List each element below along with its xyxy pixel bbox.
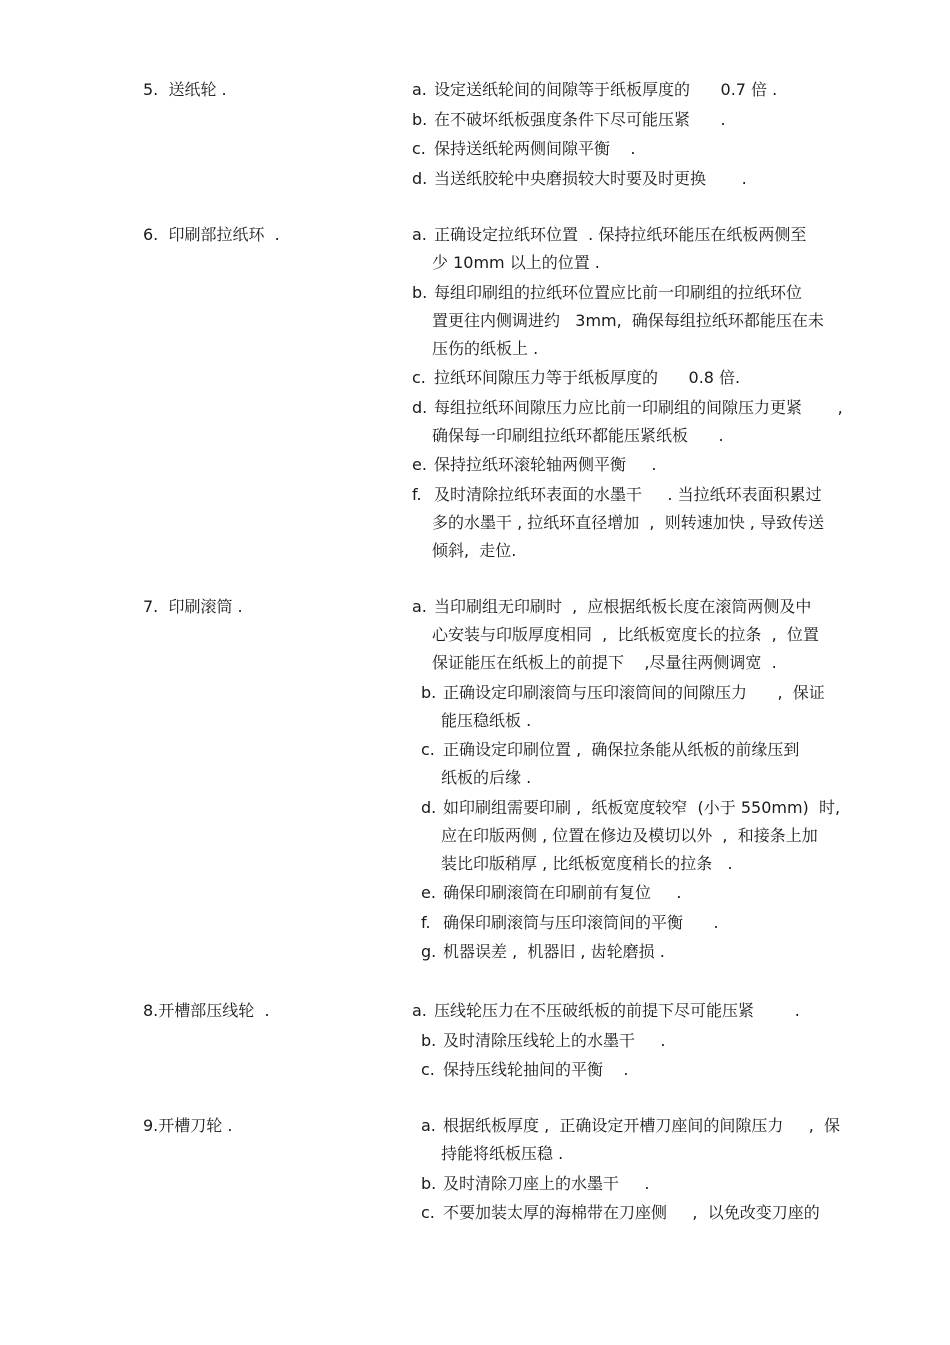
item-text-line: 纸板的后缘 . [441, 768, 532, 787]
list-item [421, 736, 880, 792]
item-text-line: 当送纸胶轮中央磨损较大时要及时更换 . [434, 168, 747, 188]
item-label: b. [412, 282, 428, 302]
item-label: d. [412, 168, 428, 188]
list-item [412, 221, 880, 277]
item-text-line: 能压稳纸板 . [441, 710, 532, 730]
item-text-line: 倾斜, 走位. [432, 540, 517, 560]
item-label: b. [412, 109, 428, 129]
item-label: c. [421, 1060, 435, 1079]
list-item [421, 794, 880, 878]
item-label: e. [421, 883, 436, 902]
list-item [412, 106, 880, 134]
list-item [421, 1027, 880, 1055]
section-title: 7. 印刷滚筒 . [143, 597, 243, 616]
item-label: b. [421, 1173, 437, 1193]
item-text-line: 持能将纸板压稳 . [441, 1144, 564, 1163]
item-label: c. [421, 740, 435, 759]
item-label: c. [412, 368, 426, 387]
item-text-line: 确保每一印刷组拉纸环都能压紧纸板 . [432, 425, 724, 445]
item-text-line: 正确设定拉纸环位置 . 保持拉纸环能压在纸板两侧至 [434, 225, 807, 244]
list-item [412, 76, 880, 104]
list-item [412, 364, 880, 392]
item-label: c. [421, 1203, 435, 1222]
item-text-line: 确保印刷滚筒与压印滚筒间的平衡 . [443, 912, 719, 932]
list-item [421, 1199, 880, 1227]
list-item [412, 394, 880, 450]
item-text-line: 压伤的纸板上 . [432, 338, 539, 358]
item-text-line: 确保印刷滚筒在印刷前有复位 . [443, 883, 682, 902]
item-text-line: 保持压线轮抽间的平衡 . [443, 1060, 629, 1079]
item-label: d. [412, 397, 428, 417]
item-text-line: 应在印版两侧 , 位置在修边及模切以外 , 和接条上加 [441, 825, 818, 845]
item-text-line: 不要加装太厚的海棉带在刀座侧 , 以免改变刀座的 [443, 1203, 820, 1222]
item-text-line: 保证能压在纸板上的前提下 ,尽量往两侧调宽 . [432, 653, 777, 672]
item-text-line: 拉纸环间隙压力等于纸板厚度的 0.8 倍. [434, 368, 741, 387]
section-title: 9.开槽刀轮 . [143, 1116, 233, 1135]
item-label: d. [421, 797, 437, 817]
list-item [412, 279, 880, 363]
item-text-line: 及时清除压线轮上的水墨干 . [443, 1030, 666, 1050]
list-item [421, 1056, 880, 1084]
list-item [421, 1112, 880, 1168]
item-text-line: 保持送纸轮两侧间隙平衡 . [434, 139, 636, 158]
item-text-line: 装比印版稍厚 , 比纸板宽度稍长的拉条 . [441, 853, 733, 873]
item-label: a. [412, 80, 427, 99]
list-item [412, 165, 880, 193]
item-text-line: 置更往内侧调进约 3mm, 确保每组拉纸环都能压在未 [432, 310, 824, 330]
item-label: a. [412, 597, 427, 616]
item-text-line: 压线轮压力在不压破纸板的前提下尽可能压紧 . [434, 1001, 800, 1020]
item-text-line: 正确设定印刷位置 , 确保拉条能从纸板的前缘压到 [443, 740, 800, 759]
item-label: b. [421, 1030, 437, 1050]
item-text-line: 当印刷组无印刷时 , 应根据纸板长度在滚筒两侧及中 [434, 597, 812, 616]
item-label: f. [412, 484, 422, 504]
item-label: c. [412, 139, 426, 158]
section-title: 8.开槽部压线轮 . [143, 1001, 270, 1020]
list-item [421, 679, 880, 735]
item-label: e. [412, 455, 427, 474]
item-text-line: 根据纸板厚度 , 正确设定开槽刀座间的间隙压力 , 保 [443, 1116, 841, 1135]
list-item [421, 1170, 880, 1198]
section-title: 6. 印刷部拉纸环 . [143, 225, 280, 244]
item-label: a. [412, 225, 427, 244]
item-text-line: 如印刷组需要印刷 , 纸板宽度较窄 (小于 550mm) 时, [443, 797, 841, 817]
item-label: a. [421, 1116, 436, 1135]
item-text-line: 在不破坏纸板强度条件下尽可能压紧 . [434, 109, 726, 129]
item-text-line: 保持拉纸环滚轮轴两侧平衡 . [434, 455, 657, 474]
item-label: a. [412, 1001, 427, 1020]
list-item [412, 481, 880, 565]
item-label: b. [421, 682, 437, 702]
item-text-line: 正确设定印刷滚筒与压印滚筒间的间隙压力 , 保证 [443, 682, 825, 702]
item-label: g. [421, 942, 437, 961]
list-item [421, 938, 880, 966]
item-label: f. [421, 912, 431, 932]
item-text-line: 及时清除拉纸环表面的水墨干 . 当拉纸环表面积累过 [434, 484, 822, 504]
item-text-line: 心安装与印版厚度相同 , 比纸板宽度长的拉条 , 位置 [432, 625, 819, 644]
list-item [421, 879, 880, 907]
item-text-line: 每组拉纸环间隙压力应比前一印刷组的间隙压力更紧 , [434, 397, 843, 417]
item-text-line: 多的水墨干 , 拉纸环直径增加 , 则转速加快 , 导致传送 [432, 512, 824, 532]
list-item [412, 997, 880, 1025]
item-text-line: 及时清除刀座上的水墨干 . [443, 1173, 650, 1193]
list-item [421, 909, 880, 937]
list-item [412, 593, 880, 677]
list-item [412, 135, 880, 163]
item-text-line: 机器误差 , 机器旧 , 齿轮磨损 . [443, 942, 665, 961]
list-item [412, 451, 880, 479]
item-text-line: 少 10mm 以上的位置 . [432, 253, 600, 272]
item-text-line: 每组印刷组的拉纸环位置应比前一印刷组的拉纸环位 [434, 282, 803, 302]
section-title: 5. 送纸轮 . [143, 80, 227, 99]
item-text-line: 设定送纸轮间的间隙等于纸板厚度的 0.7 倍 . [434, 80, 778, 99]
